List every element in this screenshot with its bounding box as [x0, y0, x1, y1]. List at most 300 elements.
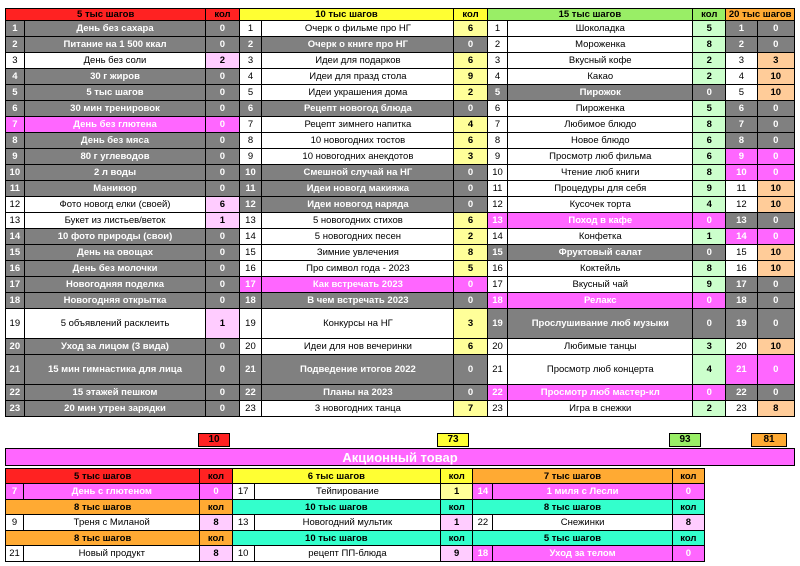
table-row — [6, 69, 795, 85]
row-number: 16 — [6, 261, 25, 277]
promo-task-count[interactable]: 1 — [441, 484, 473, 500]
row-number: 7 — [6, 117, 25, 133]
promo-kol-header: кол — [441, 500, 473, 515]
task-label: Кусочек торта — [508, 197, 693, 213]
task-count[interactable]: 6 — [454, 53, 487, 69]
task-label: Идеи новогд макияжа — [262, 181, 454, 197]
row-number: 9 — [6, 515, 24, 531]
col1-kol-header: кол — [206, 9, 239, 21]
promo-task-count[interactable]: 8 — [200, 515, 232, 531]
task-label: Идеи новогод наряда — [262, 197, 454, 213]
table-row — [6, 53, 795, 69]
row-number: 2 — [726, 37, 757, 53]
promo-task-label: Новогодний мультик — [254, 515, 440, 531]
task-label: Очерк о книге про НГ — [262, 37, 454, 53]
task-label: Смешной случай на НГ — [262, 165, 454, 181]
table-row — [6, 339, 795, 355]
row-number: 3 — [487, 53, 508, 69]
row-number: 20 — [239, 339, 262, 355]
row-number: 16 — [239, 261, 262, 277]
row-number: 9 — [6, 149, 25, 165]
row-number: 4 — [487, 69, 508, 85]
promo-table — [5, 468, 705, 562]
row-number: 12 — [726, 197, 757, 213]
task-count[interactable]: 0 — [454, 181, 487, 197]
task-count[interactable]: 7 — [454, 401, 487, 417]
row-number: 17 — [239, 277, 262, 293]
task-count[interactable]: 0 — [693, 85, 726, 101]
task-count[interactable]: 1 — [693, 229, 726, 245]
task-count[interactable]: 0 — [454, 197, 487, 213]
task-label: Подведение итогов 2022 — [262, 355, 454, 385]
task-count[interactable]: 0 — [757, 37, 795, 53]
row-number: 13 — [487, 213, 508, 229]
table-row — [6, 355, 795, 385]
task-count[interactable]: 0 — [757, 355, 795, 385]
task-label: Идеи для празд стола — [262, 69, 454, 85]
row-number: 9 — [726, 149, 757, 165]
task-count[interactable]: 0 — [206, 385, 239, 401]
task-count[interactable]: 5 — [454, 261, 487, 277]
task-label: 5 тыс шагов — [24, 85, 206, 101]
row-number: 23 — [487, 401, 508, 417]
row-number: 3 — [6, 53, 25, 69]
table-row — [6, 149, 795, 165]
task-label: Идеи для нов вечеринки — [262, 339, 454, 355]
row-number: 15 — [6, 245, 25, 261]
row-number: 4 — [726, 69, 757, 85]
promo-task-label: Новый продукт — [24, 546, 200, 562]
task-count[interactable]: 0 — [454, 277, 487, 293]
task-count[interactable]: 0 — [206, 165, 239, 181]
row-number: 6 — [6, 101, 25, 117]
task-count[interactable]: 8 — [693, 261, 726, 277]
task-count[interactable]: 0 — [206, 101, 239, 117]
promo-header-row — [6, 531, 705, 546]
total-col3: 93 — [669, 433, 701, 447]
task-label: Новое блюдо — [508, 133, 693, 149]
row-number: 8 — [6, 133, 25, 149]
task-label: Коктейль — [508, 261, 693, 277]
promo-task-count[interactable]: 8 — [672, 515, 704, 531]
promo-task-label: Тейпирование — [254, 484, 440, 500]
task-count[interactable]: 10 — [757, 85, 795, 101]
promo-task-count[interactable]: 1 — [441, 515, 473, 531]
row-number: 18 — [473, 546, 493, 562]
row-number: 1 — [726, 21, 757, 37]
row-number: 7 — [239, 117, 262, 133]
task-count[interactable]: 5 — [693, 101, 726, 117]
task-count[interactable]: 6 — [206, 197, 239, 213]
task-count[interactable]: 6 — [454, 213, 487, 229]
task-count[interactable]: 2 — [206, 53, 239, 69]
row-number: 18 — [6, 293, 25, 309]
task-count[interactable]: 0 — [206, 69, 239, 85]
table-row — [6, 213, 795, 229]
task-count[interactable]: 8 — [693, 165, 726, 181]
task-label: Новогодняя открытка — [24, 293, 206, 309]
task-label: Любимые танцы — [508, 339, 693, 355]
task-label: Рецепт зимнего напитка — [262, 117, 454, 133]
promo-task-count[interactable]: 8 — [200, 546, 232, 562]
task-count[interactable]: 0 — [454, 355, 487, 385]
promo-task-count[interactable]: 9 — [441, 546, 473, 562]
row-number: 20 — [487, 339, 508, 355]
row-number: 6 — [726, 101, 757, 117]
table-row — [6, 165, 795, 181]
task-count[interactable]: 4 — [693, 197, 726, 213]
task-count[interactable]: 0 — [757, 309, 795, 339]
row-number: 15 — [726, 245, 757, 261]
totals-row — [5, 433, 795, 447]
row-number: 21 — [239, 355, 262, 385]
task-label: Конфетка — [508, 229, 693, 245]
table-row — [6, 21, 795, 37]
promo-task-count[interactable]: 0 — [200, 484, 232, 500]
task-label: Любимое блюдо — [508, 117, 693, 133]
task-label: 30 г жиров — [24, 69, 206, 85]
task-count[interactable]: 10 — [757, 339, 795, 355]
task-count[interactable]: 0 — [693, 293, 726, 309]
row-number: 12 — [487, 197, 508, 213]
task-count[interactable]: 6 — [454, 21, 487, 37]
task-count[interactable]: 0 — [206, 355, 239, 385]
row-number: 2 — [6, 37, 25, 53]
main-table — [5, 8, 795, 417]
task-count[interactable]: 0 — [693, 385, 726, 401]
task-label: 15 мин гимнастика для лица — [24, 355, 206, 385]
row-number: 1 — [239, 21, 262, 37]
promo-row — [6, 546, 705, 562]
row-number: 22 — [6, 385, 25, 401]
col2-kol-header: кол — [454, 9, 487, 21]
table-row — [6, 37, 795, 53]
row-number: 21 — [726, 355, 757, 385]
task-count[interactable]: 6 — [693, 149, 726, 165]
row-number: 5 — [6, 85, 25, 101]
row-number: 9 — [487, 149, 508, 165]
row-number: 14 — [473, 484, 493, 500]
row-number: 21 — [6, 355, 25, 385]
row-number: 1 — [487, 21, 508, 37]
row-number: 12 — [6, 197, 25, 213]
row-number: 22 — [726, 385, 757, 401]
promo-header-row — [6, 469, 705, 484]
promo-row — [6, 484, 705, 500]
task-count[interactable]: 3 — [454, 309, 487, 339]
task-label: Мороженка — [508, 37, 693, 53]
task-count[interactable]: 8 — [693, 37, 726, 53]
task-count[interactable]: 0 — [206, 149, 239, 165]
task-count[interactable]: 4 — [693, 355, 726, 385]
task-count[interactable]: 9 — [693, 277, 726, 293]
task-label: Про символ года - 2023 — [262, 261, 454, 277]
row-number: 11 — [726, 181, 757, 197]
task-count[interactable]: 0 — [206, 133, 239, 149]
promo-task-label: Уход за телом — [493, 546, 672, 562]
promo-row — [6, 515, 705, 531]
task-count[interactable]: 3 — [454, 149, 487, 165]
task-label: Релакс — [508, 293, 693, 309]
task-count[interactable]: 0 — [757, 385, 795, 401]
table-row — [6, 277, 795, 293]
table-row — [6, 229, 795, 245]
promo-section-title: 7 тыс шагов — [473, 469, 672, 484]
table-row — [6, 401, 795, 417]
row-number: 11 — [487, 181, 508, 197]
promo-banner: Акционный товар — [5, 448, 795, 466]
task-count[interactable]: 2 — [693, 401, 726, 417]
task-count[interactable]: 0 — [757, 149, 795, 165]
col3-kol-header: кол — [693, 9, 726, 21]
task-label: День без мяса — [24, 133, 206, 149]
promo-task-count[interactable]: 0 — [672, 546, 704, 562]
row-number: 1 — [6, 21, 25, 37]
task-label: 2 л воды — [24, 165, 206, 181]
row-number: 23 — [726, 401, 757, 417]
table-row — [6, 181, 795, 197]
task-label: Планы на 2023 — [262, 385, 454, 401]
task-label: День без глютена — [24, 117, 206, 133]
task-count[interactable]: 9 — [454, 69, 487, 85]
task-count[interactable]: 0 — [693, 213, 726, 229]
task-count[interactable]: 0 — [206, 261, 239, 277]
promo-kol-header: кол — [441, 469, 473, 484]
promo-section-title: 10 тыс шагов — [232, 531, 440, 546]
table-row — [6, 101, 795, 117]
table-row — [6, 309, 795, 339]
row-number: 7 — [6, 484, 24, 500]
task-label: Вкусный кофе — [508, 53, 693, 69]
row-number: 10 — [726, 165, 757, 181]
table-row — [6, 85, 795, 101]
row-number: 14 — [726, 229, 757, 245]
row-number: 14 — [487, 229, 508, 245]
table-row — [6, 385, 795, 401]
promo-kol-header: кол — [200, 500, 232, 515]
task-label: Конкурсы на НГ — [262, 309, 454, 339]
task-count[interactable]: 0 — [454, 101, 487, 117]
promo-kol-header: кол — [200, 469, 232, 484]
promo-kol-header: кол — [200, 531, 232, 546]
table-row — [6, 117, 795, 133]
promo-task-count[interactable]: 0 — [672, 484, 704, 500]
row-number: 17 — [232, 484, 254, 500]
task-count[interactable]: 0 — [757, 117, 795, 133]
task-count[interactable]: 0 — [206, 293, 239, 309]
promo-task-label: рецепт ПП-блюда — [254, 546, 440, 562]
task-count[interactable]: 10 — [757, 181, 795, 197]
row-number: 8 — [487, 133, 508, 149]
row-number: 3 — [726, 53, 757, 69]
task-count[interactable]: 2 — [454, 85, 487, 101]
task-count[interactable]: 5 — [693, 21, 726, 37]
col1-title: 5 тыс шагов — [6, 9, 206, 21]
task-count[interactable]: 8 — [757, 401, 795, 417]
task-count[interactable]: 1 — [206, 213, 239, 229]
task-count[interactable]: 0 — [206, 117, 239, 133]
task-label: 10 фото природы (свои) — [24, 229, 206, 245]
row-number: 19 — [487, 309, 508, 339]
task-count[interactable]: 6 — [693, 133, 726, 149]
task-count[interactable]: 0 — [206, 21, 239, 37]
task-label: Чтение люб книги — [508, 165, 693, 181]
promo-kol-header: кол — [441, 531, 473, 546]
promo-task-label: Треня с Миланой — [24, 515, 200, 531]
task-label: Поход в кафе — [508, 213, 693, 229]
row-number: 18 — [487, 293, 508, 309]
task-count[interactable]: 0 — [206, 181, 239, 197]
row-number: 13 — [232, 515, 254, 531]
row-number: 19 — [726, 309, 757, 339]
task-count[interactable]: 0 — [757, 133, 795, 149]
task-label: Очерк о фильме про НГ — [262, 21, 454, 37]
task-label: Фруктовый салат — [508, 245, 693, 261]
task-label: День без соли — [24, 53, 206, 69]
row-number: 12 — [239, 197, 262, 213]
task-label: Фото новогд елки (своей) — [24, 197, 206, 213]
task-count[interactable]: 10 — [757, 69, 795, 85]
task-count[interactable]: 2 — [454, 229, 487, 245]
row-number: 16 — [726, 261, 757, 277]
row-number: 8 — [239, 133, 262, 149]
task-count[interactable]: 0 — [757, 277, 795, 293]
promo-section-title: 6 тыс шагов — [232, 469, 440, 484]
table-row — [6, 261, 795, 277]
task-label: Шоколадка — [508, 21, 693, 37]
promo-section-title: 10 тыс шагов — [232, 500, 440, 515]
task-count[interactable]: 10 — [757, 245, 795, 261]
row-number: 8 — [726, 133, 757, 149]
row-number: 6 — [239, 101, 262, 117]
row-number: 10 — [239, 165, 262, 181]
table-row — [6, 293, 795, 309]
task-count[interactable]: 4 — [454, 117, 487, 133]
col2-title: 10 тыс шагов — [239, 9, 454, 21]
col4-title: 20 тыс шагов — [726, 9, 795, 21]
task-label: Игра в снежки — [508, 401, 693, 417]
task-label: 10 новогодних анекдотов — [262, 149, 454, 165]
promo-section-title: 8 тыс шагов — [6, 531, 200, 546]
task-count[interactable]: 0 — [693, 309, 726, 339]
task-count[interactable]: 9 — [693, 181, 726, 197]
task-count[interactable]: 0 — [206, 401, 239, 417]
task-count[interactable]: 3 — [757, 53, 795, 69]
task-count[interactable]: 0 — [454, 385, 487, 401]
task-count[interactable]: 2 — [693, 53, 726, 69]
task-count[interactable]: 0 — [206, 277, 239, 293]
task-label: 20 мин утрен зарядки — [24, 401, 206, 417]
row-number: 17 — [6, 277, 25, 293]
promo-header-row — [6, 500, 705, 515]
task-count[interactable]: 10 — [757, 261, 795, 277]
task-count[interactable]: 6 — [454, 133, 487, 149]
row-number: 23 — [239, 401, 262, 417]
task-label: 15 этажей пешком — [24, 385, 206, 401]
total-col2: 73 — [437, 433, 469, 447]
row-number: 10 — [6, 165, 25, 181]
task-label: Зимние увлечения — [262, 245, 454, 261]
row-number: 22 — [239, 385, 262, 401]
task-label: 3 новогодних танца — [262, 401, 454, 417]
task-count[interactable]: 0 — [757, 101, 795, 117]
table-row — [6, 245, 795, 261]
header-row — [6, 9, 795, 21]
task-count[interactable]: 0 — [757, 165, 795, 181]
task-label: Маникюр — [24, 181, 206, 197]
task-count[interactable]: 0 — [206, 85, 239, 101]
row-number: 11 — [239, 181, 262, 197]
row-number: 21 — [6, 546, 24, 562]
row-number: 20 — [6, 339, 25, 355]
row-number: 15 — [487, 245, 508, 261]
task-count[interactable]: 0 — [693, 245, 726, 261]
task-label: День без сахара — [24, 21, 206, 37]
promo-kol-header: кол — [672, 500, 704, 515]
task-count[interactable]: 8 — [693, 117, 726, 133]
task-count[interactable]: 0 — [206, 37, 239, 53]
task-count[interactable]: 0 — [757, 213, 795, 229]
task-label: Прослушивание люб музыки — [508, 309, 693, 339]
task-label: 5 объявлений расклеить — [24, 309, 206, 339]
task-label: Питание на 1 500 ккал — [24, 37, 206, 53]
row-number: 19 — [6, 309, 25, 339]
row-number: 6 — [487, 101, 508, 117]
task-count[interactable]: 0 — [206, 245, 239, 261]
row-number: 7 — [487, 117, 508, 133]
total-col4: 81 — [751, 433, 787, 447]
row-number: 15 — [239, 245, 262, 261]
task-count[interactable]: 0 — [757, 293, 795, 309]
task-count[interactable]: 2 — [693, 69, 726, 85]
task-count[interactable]: 6 — [454, 339, 487, 355]
task-label: Уход за лицом (3 вида) — [24, 339, 206, 355]
row-number: 19 — [239, 309, 262, 339]
task-count[interactable]: 0 — [454, 293, 487, 309]
row-number: 22 — [487, 385, 508, 401]
task-count[interactable]: 0 — [454, 165, 487, 181]
task-label: Просмотр люб концерта — [508, 355, 693, 385]
task-count[interactable]: 0 — [757, 229, 795, 245]
task-label: 5 новогодних стихов — [262, 213, 454, 229]
task-count[interactable]: 3 — [693, 339, 726, 355]
task-count[interactable]: 0 — [454, 37, 487, 53]
table-row — [6, 133, 795, 149]
row-number: 14 — [6, 229, 25, 245]
row-number: 5 — [239, 85, 262, 101]
promo-kol-header: кол — [672, 469, 704, 484]
task-label: Букет из листьев/веток — [24, 213, 206, 229]
promo-task-label: 1 миля с Лесли — [493, 484, 672, 500]
task-count[interactable]: 0 — [757, 21, 795, 37]
task-label: Какао — [508, 69, 693, 85]
task-count[interactable]: 0 — [206, 229, 239, 245]
row-number: 4 — [6, 69, 25, 85]
task-count[interactable]: 10 — [757, 197, 795, 213]
task-count[interactable]: 0 — [206, 339, 239, 355]
row-number: 16 — [487, 261, 508, 277]
row-number: 2 — [487, 37, 508, 53]
row-number: 5 — [487, 85, 508, 101]
row-number: 13 — [239, 213, 262, 229]
task-count[interactable]: 1 — [206, 309, 239, 339]
task-label: В чем встречать 2023 — [262, 293, 454, 309]
task-count[interactable]: 8 — [454, 245, 487, 261]
total-col1: 10 — [198, 433, 230, 447]
row-number: 18 — [726, 293, 757, 309]
table-row — [6, 197, 795, 213]
row-number: 3 — [239, 53, 262, 69]
